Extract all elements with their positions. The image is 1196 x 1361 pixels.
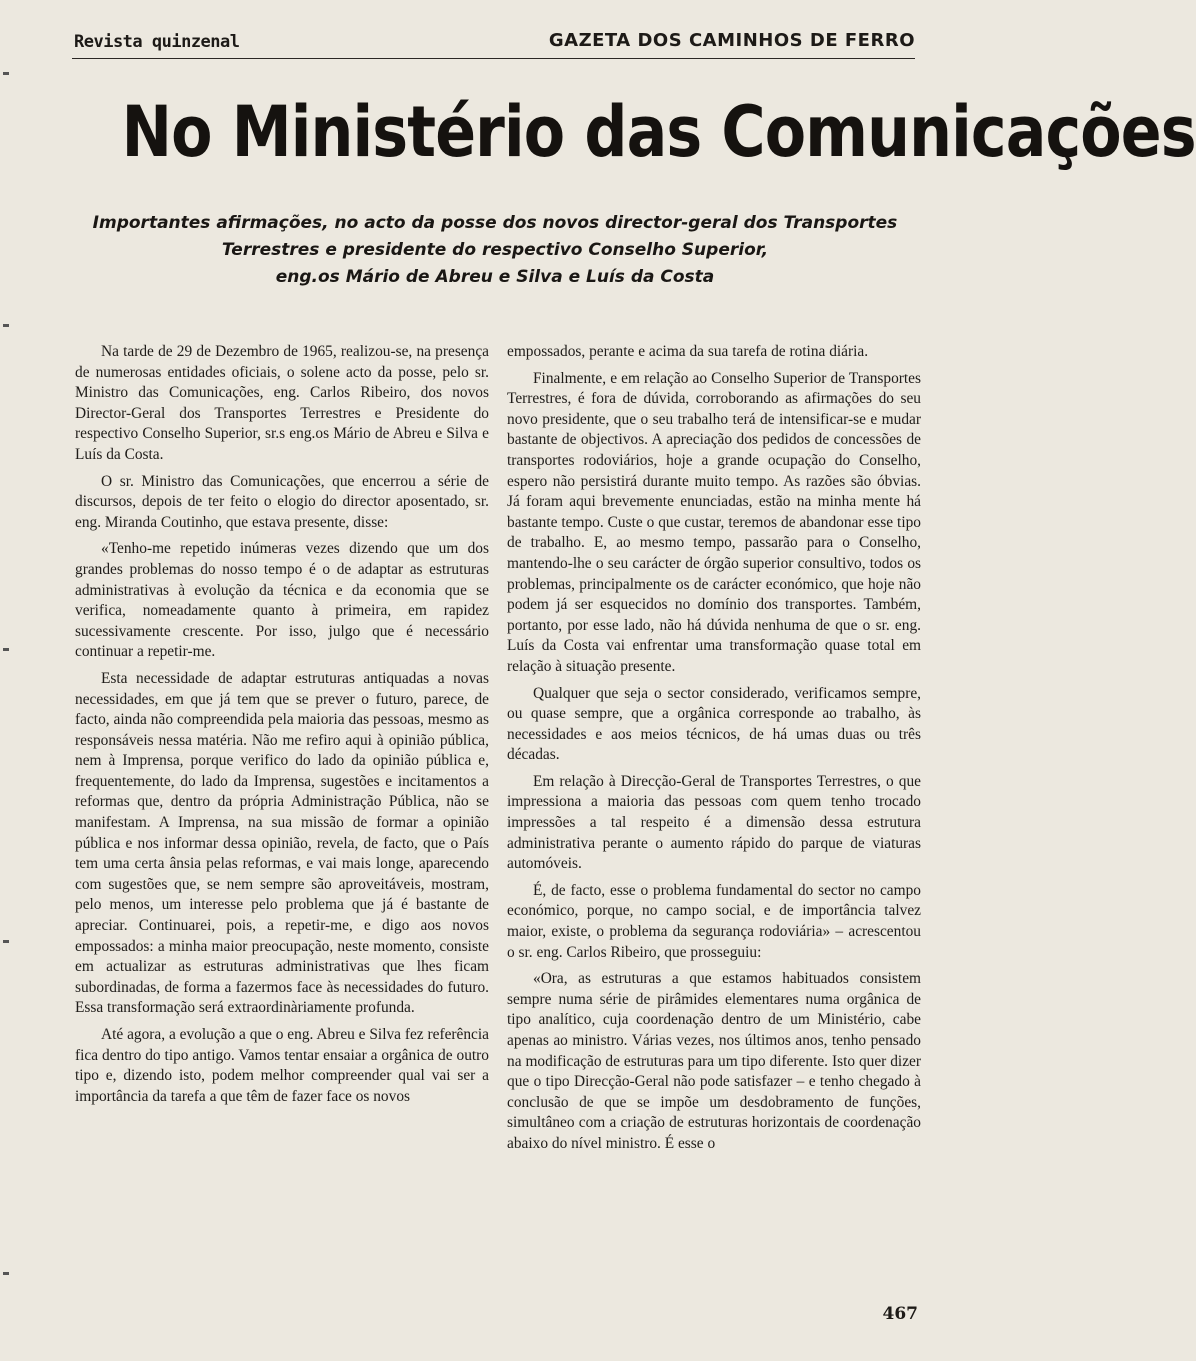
article-title: No Ministério das Comunicações	[121, 91, 1196, 173]
right-column	[507, 342, 921, 1161]
subtitle-line: Importantes afirmações, no acto da posse dos novos director-geral dos Transportes	[92, 213, 898, 233]
margin-mark	[3, 648, 9, 651]
paragraph: «Ora, as estruturas a que estamos habituados consistem sempre numa série de pirâmides elementares numa orgânica de tipo analítico, cuja coordenação dentro de um Ministério, cabe apenas ao ministro. Várias vezes, nos últimos anos, tenho pensado na modificação de estruturas para um tipo diferente. Isto quer dizer que o tipo Direcção-Geral não pode satisfazer – e tenho chegado à conclusão de que se impõe um desdobramento de funções, simultâneo com a criação de estruturas horizontais de coordenação abaixo do nível ministro. É esse o	[507, 970, 921, 1152]
running-header	[72, 30, 915, 59]
margin-mark	[3, 940, 9, 943]
margin-mark	[3, 1272, 9, 1275]
paragraph: Na tarde de 29 de Dezembro de 1965, realizou-se, na presença de numerosas entidades oficiais, o solene acto da posse, pelo sr. Ministro das Comunicações, eng. Carlos Ribeiro, dos novos Director-Geral dos Transportes Terrestres e Presidente do respectivo Conselho Superior, sr.s eng.os Mário de Abreu e Silva e Luís da Costa.	[75, 343, 489, 463]
paragraph: É, de facto, esse o problema fundamental do sector no campo económico, porque, no campo social, e de importância talvez maior, existe, o problema da segurança rodoviária» – acrescentou o sr. eng. Carlos Ribeiro, que prosseguiu:	[507, 881, 921, 961]
paragraph: Finalmente, e em relação ao Conselho Superior de Transportes Terrestres, é fora de dúvida, corroborando as afirmações do seu novo presidente, que o seu trabalho terá de intensificar-se e mudar bastante de objectivos. A apreciação dos pedidos de concessões de transportes rodoviários, hoje a grande ocupação do Conselho, espero não persistirá durante muito tempo. As razões são óbvias. Já foram aqui brevemente enunciadas, estão na minha mente há bastante tempo. Custe o que custar, teremos de abandonar esse tipo de trabalho. E, ao mesmo tempo, passarão para o Conselho, mantendo-lhe o seu carácter de órgão superior consultivo, todos os problemas, principalmente os de carácter económico, que hoje não podem já ser esquecidos no domínio dos transportes. Também, portanto, por esse lado, não há dúvida nenhuma de que o sr. eng. Luís da Costa vai enfrentar uma transformação quase total em relação à situação presente.	[507, 369, 921, 675]
paragraph: Em relação à Direcção-Geral de Transportes Terrestres, o que impressiona a maioria das pessoas com quem tenho trocado impressões a tal respeito é a dimensão dessa estrutura administrativa perante o aumento rápido do parque de viaturas automóveis.	[507, 772, 921, 873]
paragraph: Esta necessidade de adaptar estruturas antiquadas a novas necessidades, em que já tem que se prever o futuro, parece, de facto, ainda não compreendida pela maioria das pessoas, mesmo as responsáveis nessa matéria. Não me refiro aqui à opinião pública, nem à Imprensa, porque verifico do lado da opinião pública e, frequentemente, do lado da Imprensa, sugestões e incitamentos a reformas que, dentro da própria Administração Pública, não se manifestam. A Imprensa, na sua missão de formar a opinião pública e nos informar dessa opinião, revela, de facto, que o País tem uma certa ânsia pelas reformas, e vai mais longe, aparecendo com sugestões que, se nem sempre são aproveitáveis, mostram, pelo menos, um interesse pelo problema que já é bastante de apreciar. Continuarei, pois, a repetir-me, e digo aos novos empossados: a minha maior preocupação, neste momento, consiste em actualizar as estruturas administrativas que lhes ficam subordinadas, de forma a fazermos face às necessidades do futuro. Essa transformação será extraordinàriamente profunda.	[75, 669, 489, 1017]
paragraph-continuation: empossados, perante e acima da sua tarefa de rotina diária.	[507, 343, 869, 360]
publication-name: GAZETA DOS CAMINHOS DE FERRO	[548, 30, 915, 51]
margin-mark	[3, 72, 9, 75]
page-number: 467	[882, 1304, 918, 1324]
left-column	[75, 342, 489, 1113]
paragraph: Até agora, a evolução a que o eng. Abreu e Silva fez referência fica dentro do tipo antigo. Vamos tentar ensaiar a orgânica de outro tipo e, dizendo isto, podem melhor compreender qual vai ser a importância da tarefa a que têm de fazer face os novos	[75, 1026, 489, 1105]
paragraph: «Tenho-me repetido inúmeras vezes dizendo que um dos grandes problemas do nosso tempo é o de adaptar as estruturas administrativas à evolução da técnica e da economia que se verifica, nomeadamente quanto à primeira, em rapidez sucessivamente crescente. Por isso, julgo que é necessário continuar a repetir-me.	[75, 540, 489, 661]
subtitle-line: Terrestres e presidente do respectivo Conselho Superior,	[221, 240, 769, 260]
margin-mark	[3, 324, 9, 327]
subtitle-line: eng.os Mário de Abreu e Silva e Luís da Costa	[275, 267, 715, 287]
paragraph: Qualquer que seja o sector considerado, verificamos sempre, ou quase sempre, que a orgânica corresponde ao trabalho, às necessidades e aos meios técnicos, de há umas duas ou três décadas.	[507, 684, 921, 764]
article-subtitle	[70, 210, 920, 291]
publication-frequency: Revista quinzenal	[74, 32, 240, 52]
paragraph: O sr. Ministro das Comunicações, que encerrou a série de discursos, depois de ter feito o elogio do director aposentado, sr. eng. Miranda Coutinho, que estava presente, disse:	[75, 472, 489, 531]
